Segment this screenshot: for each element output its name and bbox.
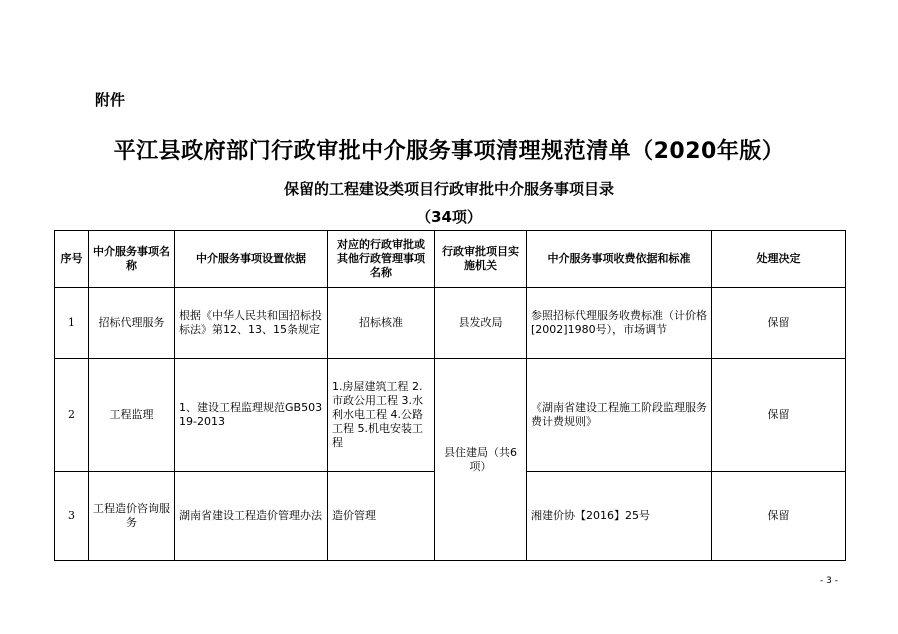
cell-name: 工程造价咨询服务 (89, 472, 175, 561)
cell-basis: 根据《中华人民共和国招标投标法》第12、13、15条规定 (175, 288, 328, 359)
header-no: 序号 (55, 231, 89, 288)
attachment-label: 附件 (95, 91, 126, 109)
header-approval: 对应的行政审批或其他行政管理事项名称 (328, 231, 435, 288)
table-header-row (55, 231, 846, 288)
document-title: 平江县政府部门行政审批中介服务事项清理规范清单（2020年版） (113, 139, 785, 164)
cell-fee: 参照招标代理服务收费标准（计价格[2002]1980号），市场调节 (527, 288, 712, 359)
header-fee: 中介服务事项收费依据和标准 (527, 231, 712, 288)
cell-no: 2 (55, 359, 89, 472)
cell-decision: 保留 (712, 288, 846, 359)
cell-no: 3 (55, 472, 89, 561)
cell-name: 工程监理 (89, 359, 175, 472)
header-basis: 中介服务事项设置依据 (175, 231, 328, 288)
table-row (55, 359, 846, 472)
cell-agency: 县发改局 (435, 288, 527, 359)
cell-approval: 1.房屋建筑工程 2.市政公用工程 3.水利水电工程 4.公路工程 5.机电安装工程 (328, 359, 435, 472)
cell-fee: 《湖南省建设工程施工阶段监理服务费计费规则》 (527, 359, 712, 472)
header-decision: 处理决定 (712, 231, 846, 288)
cell-basis: 湖南省建设工程造价管理办法 (175, 472, 328, 561)
cell-fee: 湘建价协【2016】25号 (527, 472, 712, 561)
document-subtitle: 保留的工程建设类项目行政审批中介服务事项目录 (283, 180, 614, 198)
cell-approval: 招标核准 (328, 288, 435, 359)
cell-decision: 保留 (712, 472, 846, 561)
page-number: - 3 - (820, 576, 838, 586)
cell-name: 招标代理服务 (89, 288, 175, 359)
header-name: 中介服务事项名称 (89, 231, 175, 288)
header-agency: 行政审批项目实施机关 (435, 231, 527, 288)
cell-decision: 保留 (712, 359, 846, 472)
cell-no: 1 (55, 288, 89, 359)
item-count: （34项） (416, 208, 482, 226)
cell-basis: 1、建设工程监理规范GB50319-2013 (175, 359, 328, 472)
cell-approval: 造价管理 (328, 472, 435, 561)
table-row (55, 288, 846, 359)
cell-agency-merged: 县住建局（共6项） (435, 359, 527, 561)
services-table (54, 230, 846, 561)
